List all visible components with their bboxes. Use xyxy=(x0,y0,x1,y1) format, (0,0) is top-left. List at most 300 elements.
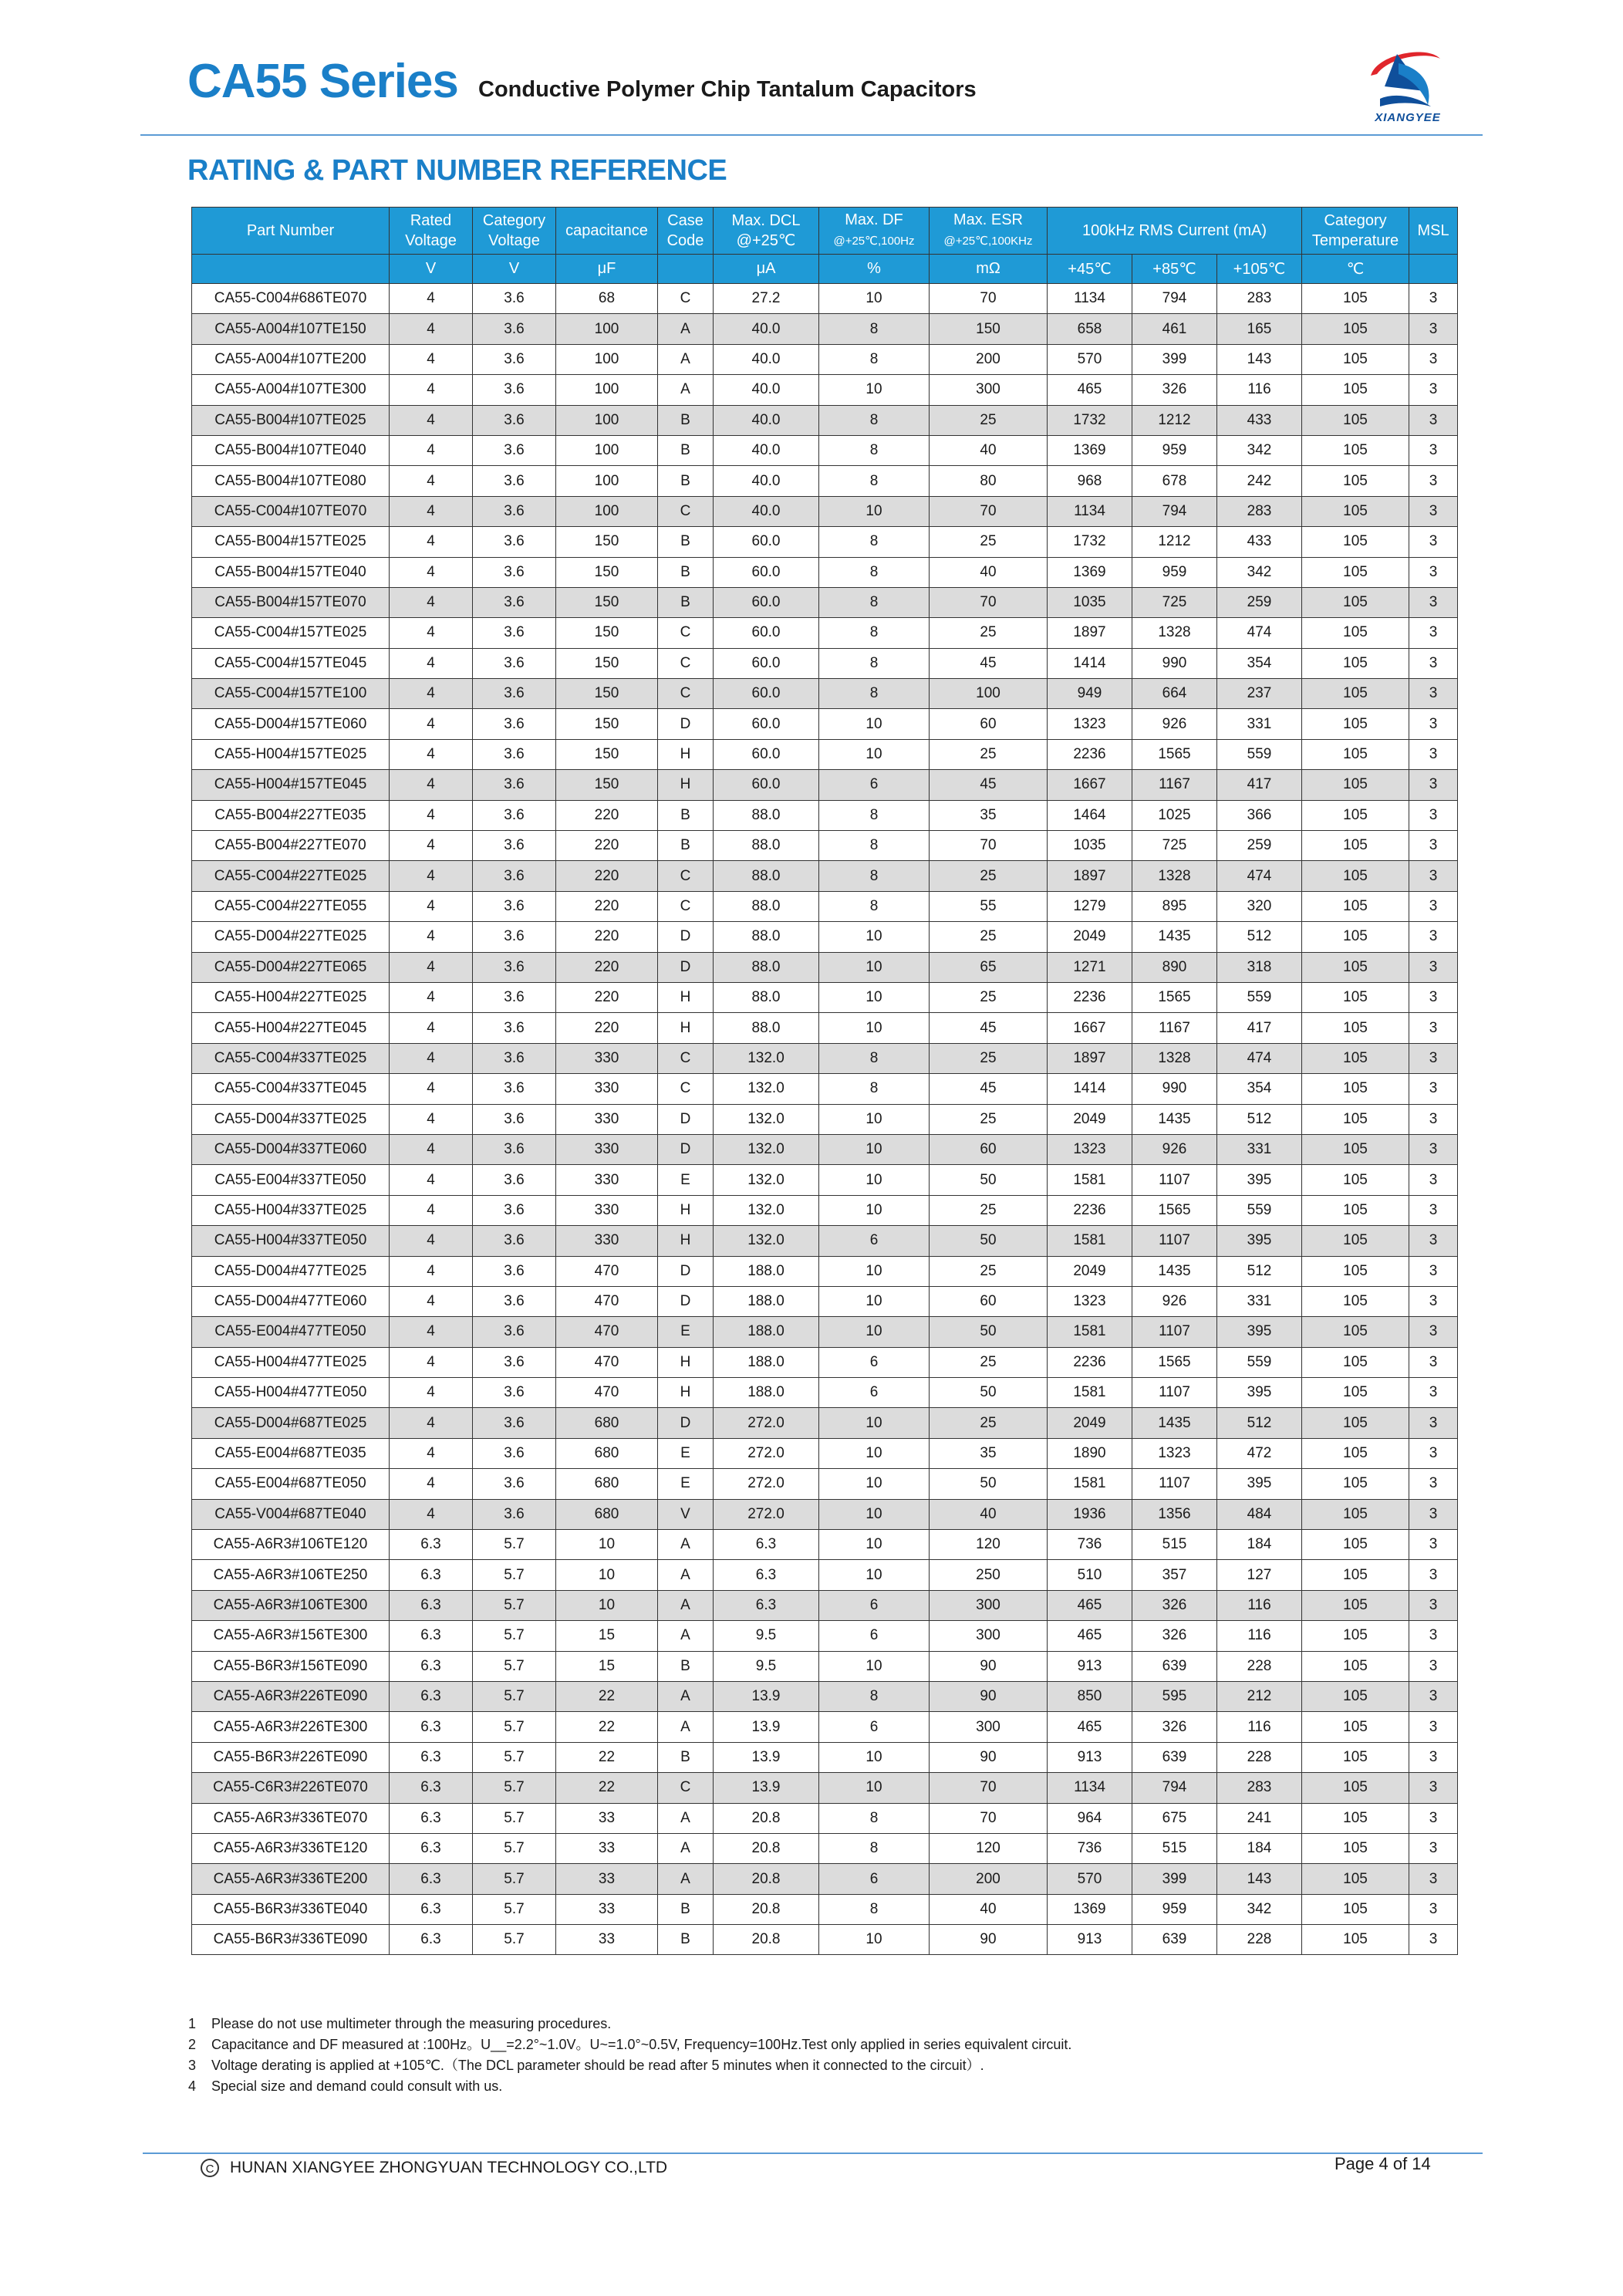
table-row xyxy=(192,1074,1458,1104)
table-cell: 1134 xyxy=(1048,1773,1132,1803)
note-item: 4 Special size and demand could consult with us. xyxy=(188,2078,503,2094)
table-cell: 10 xyxy=(819,1499,930,1529)
table-cell: 890 xyxy=(1132,952,1217,982)
table-cell: 512 xyxy=(1217,1408,1302,1438)
table-cell: 1107 xyxy=(1132,1469,1217,1499)
table-cell: 3.6 xyxy=(473,1499,556,1529)
table-cell: 188.0 xyxy=(714,1378,819,1408)
table-cell: 150 xyxy=(556,770,658,800)
table-cell: B xyxy=(658,1894,714,1924)
table-cell: 283 xyxy=(1217,1773,1302,1803)
table-cell: 120 xyxy=(930,1530,1048,1560)
table-cell: 105 xyxy=(1302,1134,1409,1164)
unit-cell: μF xyxy=(556,255,658,284)
header-case-code: Case Code xyxy=(658,208,714,255)
table-cell: 27.2 xyxy=(714,284,819,314)
table-cell: 105 xyxy=(1302,982,1409,1012)
table-cell: E xyxy=(658,1438,714,1468)
table-cell: 25 xyxy=(930,1104,1048,1134)
table-cell: 8 xyxy=(819,405,930,435)
table-cell: 20.8 xyxy=(714,1894,819,1924)
table-cell: 3 xyxy=(1409,739,1458,769)
table-cell: 6 xyxy=(819,1621,930,1651)
table-cell: 70 xyxy=(930,1773,1048,1803)
table-cell: 417 xyxy=(1217,770,1302,800)
part-number-cell: CA55-B004#107TE025 xyxy=(192,405,390,435)
table-cell: 658 xyxy=(1048,314,1132,344)
notes-list xyxy=(188,2014,1071,2097)
table-cell: 3 xyxy=(1409,284,1458,314)
table-cell: 25 xyxy=(930,1043,1048,1073)
table-cell: 3 xyxy=(1409,800,1458,830)
table-cell: 354 xyxy=(1217,648,1302,678)
table-cell: 959 xyxy=(1132,435,1217,465)
table-cell: 33 xyxy=(556,1864,658,1894)
part-number-cell: CA55-A6R3#336TE070 xyxy=(192,1803,390,1833)
table-row xyxy=(192,1286,1458,1316)
table-cell: 200 xyxy=(930,344,1048,374)
table-cell: 70 xyxy=(930,1803,1048,1833)
table-cell: 4 xyxy=(390,1074,473,1104)
part-number-cell: CA55-A6R3#156TE300 xyxy=(192,1621,390,1651)
table-cell: 150 xyxy=(556,587,658,617)
table-cell: 4 xyxy=(390,496,473,526)
table-cell: 4 xyxy=(390,1165,473,1195)
table-cell: 45 xyxy=(930,1074,1048,1104)
table-cell: 395 xyxy=(1217,1378,1302,1408)
table-cell: 1435 xyxy=(1132,922,1217,952)
table-cell: 3.6 xyxy=(473,861,556,891)
table-cell: 4 xyxy=(390,709,473,739)
table-cell: 184 xyxy=(1217,1833,1302,1863)
table-units-row xyxy=(192,255,1458,284)
table-cell: 10 xyxy=(556,1530,658,1560)
table-cell: 926 xyxy=(1132,709,1217,739)
table-cell: 8 xyxy=(819,891,930,921)
table-cell: 40.0 xyxy=(714,344,819,374)
table-cell: 3.6 xyxy=(473,466,556,496)
table-cell: C xyxy=(658,284,714,314)
table-cell: H xyxy=(658,1226,714,1256)
table-cell: 5.7 xyxy=(473,1742,556,1772)
table-cell: 220 xyxy=(556,982,658,1012)
table-cell: 132.0 xyxy=(714,1104,819,1134)
table-cell: H xyxy=(658,1347,714,1377)
table-cell: 9.5 xyxy=(714,1621,819,1651)
table-cell: 510 xyxy=(1048,1560,1132,1590)
table-cell: 3 xyxy=(1409,1408,1458,1438)
table-cell: 300 xyxy=(930,1621,1048,1651)
table-cell: 399 xyxy=(1132,1864,1217,1894)
table-row xyxy=(192,1469,1458,1499)
table-cell: 1107 xyxy=(1132,1165,1217,1195)
table-cell: 331 xyxy=(1217,709,1302,739)
table-cell: 461 xyxy=(1132,314,1217,344)
table-cell: 6 xyxy=(819,1226,930,1256)
table-cell: 105 xyxy=(1302,1742,1409,1772)
table-cell: 25 xyxy=(930,861,1048,891)
table-cell: 680 xyxy=(556,1438,658,1468)
table-row xyxy=(192,1894,1458,1924)
table-cell: 6.3 xyxy=(390,1621,473,1651)
table-cell: 465 xyxy=(1048,1712,1132,1742)
table-cell: 3 xyxy=(1409,1621,1458,1651)
part-number-cell: CA55-E004#687TE035 xyxy=(192,1438,390,1468)
table-cell: 50 xyxy=(930,1378,1048,1408)
table-cell: 105 xyxy=(1302,770,1409,800)
table-cell: 1212 xyxy=(1132,405,1217,435)
table-cell: 10 xyxy=(819,952,930,982)
table-cell: 100 xyxy=(556,405,658,435)
table-cell: 1936 xyxy=(1048,1499,1132,1529)
table-cell: 3 xyxy=(1409,1773,1458,1803)
table-cell: 4 xyxy=(390,679,473,709)
table-cell: 3.6 xyxy=(473,1408,556,1438)
table-cell: 45 xyxy=(930,648,1048,678)
table-cell: 3.6 xyxy=(473,1104,556,1134)
table-cell: 4 xyxy=(390,1317,473,1347)
table-cell: 1356 xyxy=(1132,1499,1217,1529)
table-cell: 990 xyxy=(1132,648,1217,678)
table-row xyxy=(192,800,1458,830)
table-cell: 100 xyxy=(556,344,658,374)
table-cell: 3.6 xyxy=(473,527,556,557)
table-cell: 3.6 xyxy=(473,739,556,769)
table-cell: 8 xyxy=(819,314,930,344)
table-cell: 212 xyxy=(1217,1681,1302,1711)
table-cell: 474 xyxy=(1217,861,1302,891)
table-cell: B xyxy=(658,557,714,587)
table-row xyxy=(192,1104,1458,1134)
table-cell: 331 xyxy=(1217,1134,1302,1164)
table-cell: 6 xyxy=(819,1378,930,1408)
table-cell: 2236 xyxy=(1048,1347,1132,1377)
table-cell: 10 xyxy=(819,1742,930,1772)
table-row xyxy=(192,709,1458,739)
table-cell: 143 xyxy=(1217,1864,1302,1894)
table-cell: 3 xyxy=(1409,1226,1458,1256)
table-cell: 4 xyxy=(390,770,473,800)
table-cell: 6.3 xyxy=(390,1651,473,1681)
table-cell: 395 xyxy=(1217,1469,1302,1499)
table-cell: 105 xyxy=(1302,1195,1409,1225)
table-row xyxy=(192,1590,1458,1620)
table-cell: 3.6 xyxy=(473,770,556,800)
table-cell: 105 xyxy=(1302,709,1409,739)
table-cell: 150 xyxy=(556,527,658,557)
table-cell: 105 xyxy=(1302,1499,1409,1529)
table-cell: 3 xyxy=(1409,1590,1458,1620)
table-cell: 105 xyxy=(1302,800,1409,830)
table-cell: 3 xyxy=(1409,496,1458,526)
table-cell: 4 xyxy=(390,1134,473,1164)
table-cell: 116 xyxy=(1217,1590,1302,1620)
table-cell: 1328 xyxy=(1132,861,1217,891)
table-cell: B xyxy=(658,831,714,861)
table-cell: 326 xyxy=(1132,1621,1217,1651)
table-cell: 100 xyxy=(556,375,658,405)
table-cell: 60.0 xyxy=(714,770,819,800)
table-cell: 913 xyxy=(1048,1925,1132,1955)
header-capacitance: capacitance xyxy=(556,208,658,255)
table-cell: 1107 xyxy=(1132,1378,1217,1408)
part-number-cell: CA55-B6R3#226TE090 xyxy=(192,1742,390,1772)
table-cell: 3.6 xyxy=(473,1074,556,1104)
table-cell: 570 xyxy=(1048,344,1132,374)
table-row xyxy=(192,344,1458,374)
table-cell: 964 xyxy=(1048,1803,1132,1833)
table-row xyxy=(192,1438,1458,1468)
table-cell: 105 xyxy=(1302,891,1409,921)
table-cell: 3.6 xyxy=(473,314,556,344)
table-cell: 3.6 xyxy=(473,982,556,1012)
table-cell: 105 xyxy=(1302,1408,1409,1438)
table-cell: 4 xyxy=(390,314,473,344)
table-cell: 3.6 xyxy=(473,1469,556,1499)
part-number-cell: CA55-C004#227TE055 xyxy=(192,891,390,921)
table-cell: 5.7 xyxy=(473,1925,556,1955)
table-cell: 100 xyxy=(556,466,658,496)
table-cell: 1328 xyxy=(1132,618,1217,648)
table-cell: 184 xyxy=(1217,1530,1302,1560)
part-number-cell: CA55-H004#337TE050 xyxy=(192,1226,390,1256)
table-row xyxy=(192,1833,1458,1863)
table-cell: 105 xyxy=(1302,1378,1409,1408)
table-cell: 3 xyxy=(1409,1165,1458,1195)
table-cell: 228 xyxy=(1217,1925,1302,1955)
table-cell: 3.6 xyxy=(473,1256,556,1286)
table-cell: 105 xyxy=(1302,1590,1409,1620)
table-cell: 105 xyxy=(1302,1681,1409,1711)
table-cell: 1025 xyxy=(1132,800,1217,830)
table-cell: 3.6 xyxy=(473,1347,556,1377)
table-cell: 474 xyxy=(1217,1043,1302,1073)
table-cell: 3 xyxy=(1409,1286,1458,1316)
table-cell: 20.8 xyxy=(714,1803,819,1833)
part-number-cell: CA55-D004#477TE060 xyxy=(192,1286,390,1316)
table-cell: 990 xyxy=(1132,1074,1217,1104)
table-cell: 105 xyxy=(1302,466,1409,496)
table-cell: 3.6 xyxy=(473,709,556,739)
table-cell: 470 xyxy=(556,1378,658,1408)
table-cell: 10 xyxy=(819,1104,930,1134)
table-cell: 3 xyxy=(1409,982,1458,1012)
part-number-cell: CA55-A6R3#226TE090 xyxy=(192,1681,390,1711)
table-cell: 2236 xyxy=(1048,739,1132,769)
table-cell: 40.0 xyxy=(714,466,819,496)
table-cell: A xyxy=(658,1833,714,1863)
table-cell: 1134 xyxy=(1048,284,1132,314)
table-cell: 1212 xyxy=(1132,527,1217,557)
table-cell: C xyxy=(658,1773,714,1803)
table-cell: 105 xyxy=(1302,405,1409,435)
table-body xyxy=(192,284,1458,1955)
table-cell: 913 xyxy=(1048,1651,1132,1681)
part-number-cell: CA55-D004#227TE025 xyxy=(192,922,390,952)
table-cell: 25 xyxy=(930,1195,1048,1225)
table-cell: 3.6 xyxy=(473,435,556,465)
table-cell: 259 xyxy=(1217,587,1302,617)
table-cell: 105 xyxy=(1302,1894,1409,1924)
table-row xyxy=(192,679,1458,709)
table-cell: 2049 xyxy=(1048,1408,1132,1438)
table-cell: B xyxy=(658,1925,714,1955)
part-number-cell: CA55-H004#477TE050 xyxy=(192,1378,390,1408)
table-cell: 330 xyxy=(556,1043,658,1073)
table-cell: 4 xyxy=(390,1286,473,1316)
table-cell: 3.6 xyxy=(473,284,556,314)
table-cell: 3 xyxy=(1409,1378,1458,1408)
table-cell: 116 xyxy=(1217,1712,1302,1742)
table-cell: 228 xyxy=(1217,1742,1302,1772)
table-cell: 1565 xyxy=(1132,1195,1217,1225)
table-cell: 6 xyxy=(819,1712,930,1742)
table-cell: 850 xyxy=(1048,1681,1132,1711)
table-cell: 395 xyxy=(1217,1317,1302,1347)
table-row xyxy=(192,587,1458,617)
table-cell: 3 xyxy=(1409,1074,1458,1104)
table-cell: D xyxy=(658,922,714,952)
table-cell: 1271 xyxy=(1048,952,1132,982)
table-cell: 6.3 xyxy=(390,1894,473,1924)
table-cell: 926 xyxy=(1132,1286,1217,1316)
table-cell: 25 xyxy=(930,982,1048,1012)
table-cell: 13.9 xyxy=(714,1773,819,1803)
table-cell: 70 xyxy=(930,496,1048,526)
table-cell: 1890 xyxy=(1048,1438,1132,1468)
table-cell: 8 xyxy=(819,1894,930,1924)
table-cell: 45 xyxy=(930,770,1048,800)
table-cell: 33 xyxy=(556,1803,658,1833)
table-cell: 3 xyxy=(1409,435,1458,465)
part-number-cell: CA55-B6R3#336TE040 xyxy=(192,1894,390,1924)
table-cell: 10 xyxy=(819,1438,930,1468)
table-cell: 10 xyxy=(819,1134,930,1164)
table-cell: 105 xyxy=(1302,587,1409,617)
table-cell: 88.0 xyxy=(714,861,819,891)
part-number-cell: CA55-A6R3#336TE200 xyxy=(192,1864,390,1894)
table-cell: 4 xyxy=(390,1043,473,1073)
table-cell: C xyxy=(658,1043,714,1073)
table-cell: 60.0 xyxy=(714,587,819,617)
table-cell: 220 xyxy=(556,800,658,830)
table-cell: 417 xyxy=(1217,1013,1302,1043)
table-cell: 8 xyxy=(819,466,930,496)
table-cell: 736 xyxy=(1048,1833,1132,1863)
table-cell: 4 xyxy=(390,557,473,587)
table-row xyxy=(192,1134,1458,1164)
table-cell: 3 xyxy=(1409,405,1458,435)
table-cell: 465 xyxy=(1048,1590,1132,1620)
table-cell: 1369 xyxy=(1048,557,1132,587)
table-cell: 105 xyxy=(1302,557,1409,587)
table-cell: 470 xyxy=(556,1256,658,1286)
part-number-cell: CA55-D004#157TE060 xyxy=(192,709,390,739)
table-cell: 5.7 xyxy=(473,1560,556,1590)
table-row xyxy=(192,284,1458,314)
table-cell: 10 xyxy=(556,1590,658,1620)
table-cell: 88.0 xyxy=(714,831,819,861)
table-cell: 105 xyxy=(1302,1803,1409,1833)
table-cell: H xyxy=(658,1013,714,1043)
table-cell: 326 xyxy=(1132,1712,1217,1742)
table-cell: 959 xyxy=(1132,1894,1217,1924)
table-cell: 22 xyxy=(556,1773,658,1803)
table-cell: 330 xyxy=(556,1104,658,1134)
table-row xyxy=(192,1499,1458,1529)
table-cell: 6.3 xyxy=(390,1560,473,1590)
table-cell: 3 xyxy=(1409,527,1458,557)
table-cell: V xyxy=(658,1499,714,1529)
table-cell: 272.0 xyxy=(714,1408,819,1438)
table-cell: 88.0 xyxy=(714,800,819,830)
part-number-cell: CA55-A004#107TE300 xyxy=(192,375,390,405)
table-cell: 6.3 xyxy=(390,1590,473,1620)
table-cell: 25 xyxy=(930,1347,1048,1377)
part-number-cell: CA55-B004#107TE080 xyxy=(192,466,390,496)
table-cell: 40.0 xyxy=(714,375,819,405)
table-cell: 50 xyxy=(930,1317,1048,1347)
footer-divider xyxy=(143,2152,1483,2154)
table-cell: 3.6 xyxy=(473,375,556,405)
table-cell: 470 xyxy=(556,1317,658,1347)
header-divider xyxy=(140,134,1483,136)
table-cell: 220 xyxy=(556,861,658,891)
table-cell: 105 xyxy=(1302,1013,1409,1043)
table-cell: A xyxy=(658,314,714,344)
table-cell: 88.0 xyxy=(714,922,819,952)
table-cell: 60.0 xyxy=(714,557,819,587)
table-cell: 200 xyxy=(930,1864,1048,1894)
table-cell: 1565 xyxy=(1132,1347,1217,1377)
part-number-cell: CA55-D004#337TE060 xyxy=(192,1134,390,1164)
table-cell: 105 xyxy=(1302,1165,1409,1195)
logo-text: XIANGYEE xyxy=(1375,111,1441,124)
table-cell: 10 xyxy=(819,1195,930,1225)
table-cell: 10 xyxy=(819,1530,930,1560)
unit-cell: % xyxy=(819,255,930,284)
table-cell: 25 xyxy=(930,527,1048,557)
table-cell: 1732 xyxy=(1048,527,1132,557)
table-cell: 1323 xyxy=(1132,1438,1217,1468)
table-cell: 680 xyxy=(556,1408,658,1438)
table-cell: 5.7 xyxy=(473,1651,556,1681)
table-cell: 105 xyxy=(1302,1043,1409,1073)
part-number-cell: CA55-A004#107TE150 xyxy=(192,314,390,344)
table-cell: 4 xyxy=(390,375,473,405)
rating-table xyxy=(191,207,1458,1955)
table-cell: 4 xyxy=(390,1378,473,1408)
table-row xyxy=(192,1408,1458,1438)
table-cell: 3 xyxy=(1409,679,1458,709)
table-cell: 10 xyxy=(819,1256,930,1286)
table-cell: 6.3 xyxy=(390,1742,473,1772)
table-cell: 675 xyxy=(1132,1803,1217,1833)
table-cell: 105 xyxy=(1302,1226,1409,1256)
table-cell: 20.8 xyxy=(714,1925,819,1955)
table-cell: 3 xyxy=(1409,1043,1458,1073)
table-cell: 35 xyxy=(930,800,1048,830)
table-cell: H xyxy=(658,739,714,769)
table-cell: 45 xyxy=(930,1013,1048,1043)
table-cell: 100 xyxy=(556,314,658,344)
table-cell: 484 xyxy=(1217,1499,1302,1529)
table-cell: 4 xyxy=(390,587,473,617)
table-cell: 3 xyxy=(1409,375,1458,405)
table-cell: B xyxy=(658,527,714,557)
table-cell: 10 xyxy=(819,1925,930,1955)
table-cell: 3 xyxy=(1409,770,1458,800)
